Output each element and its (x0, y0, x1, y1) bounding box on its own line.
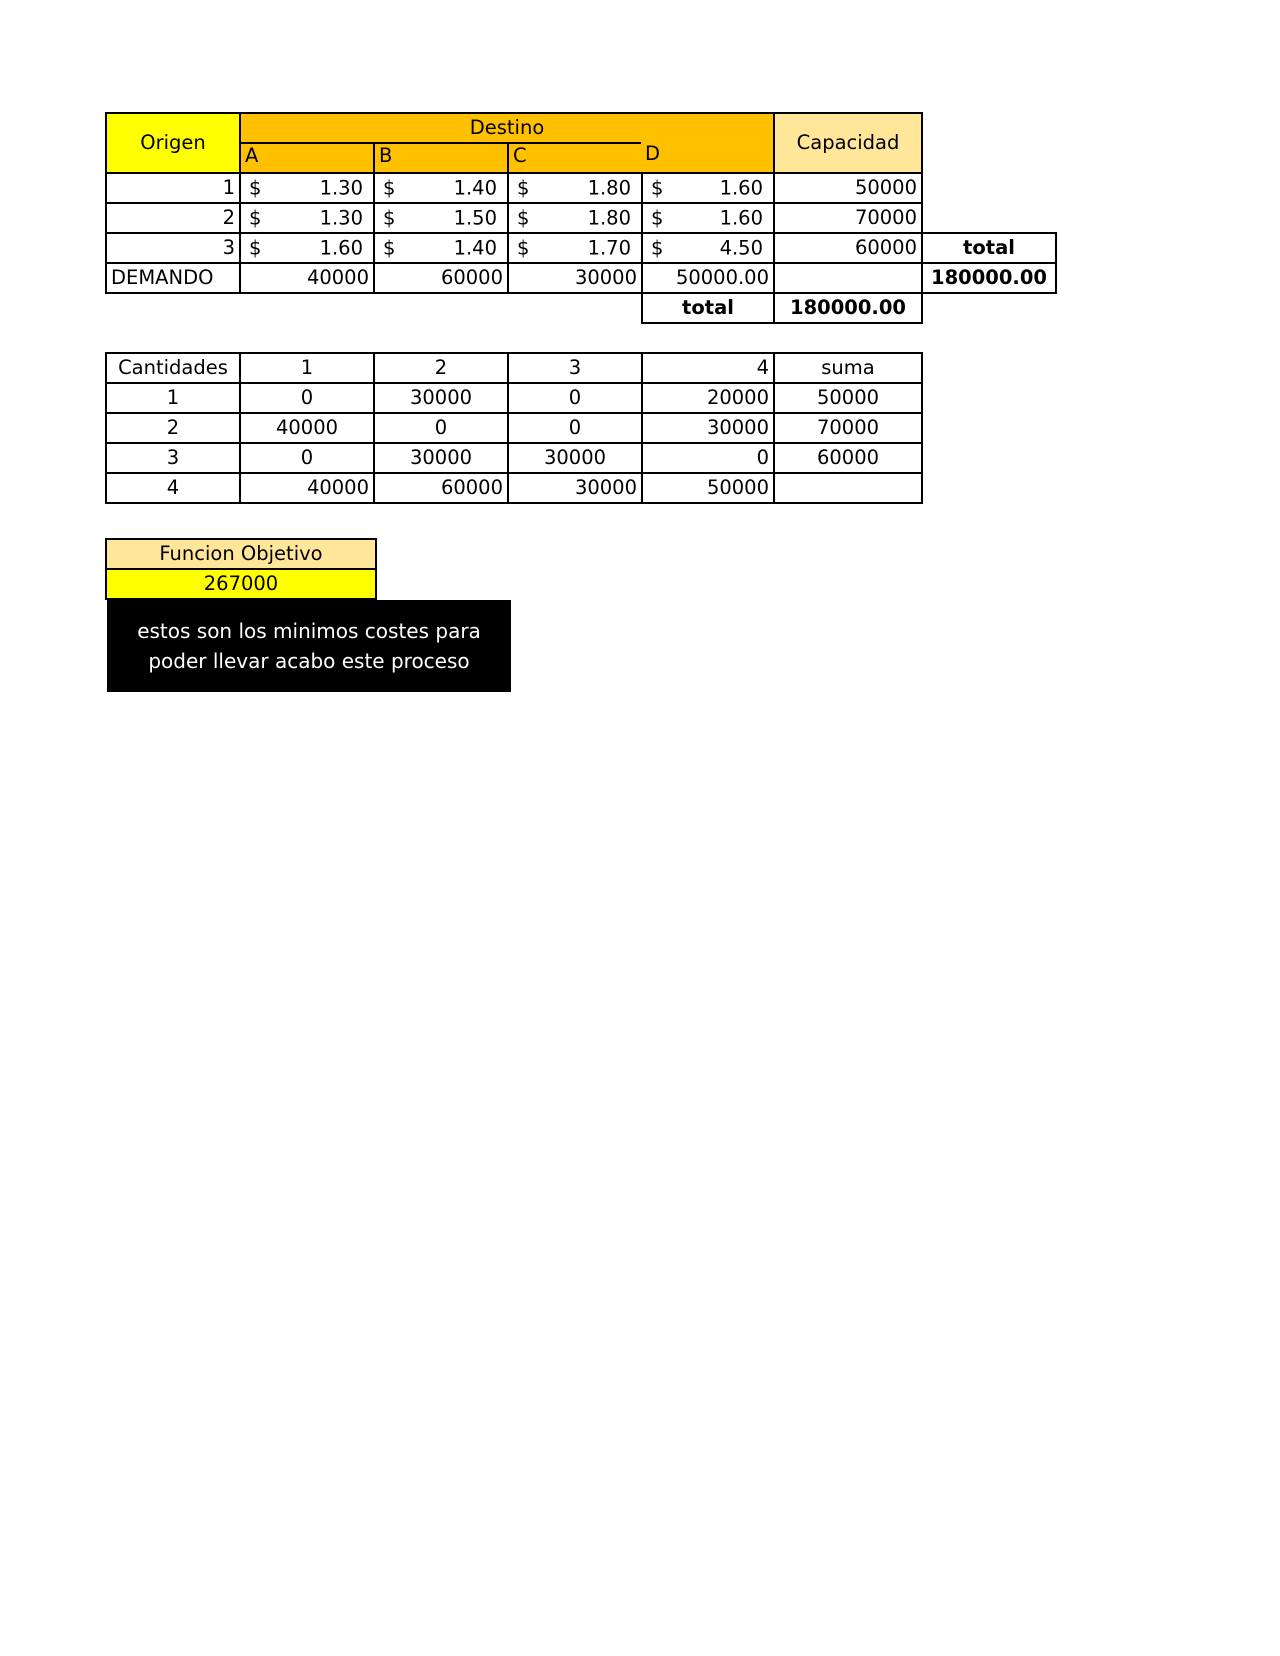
destination-header-label: Destino (469, 116, 545, 140)
quantities-header: Cantidades (105, 352, 241, 384)
cost-value: 4.50 (719, 236, 763, 260)
quantity-3-1: 0 (239, 442, 375, 474)
currency-symbol: $ (517, 176, 530, 200)
total-demand-value: 180000.00 (773, 292, 923, 324)
dest-a-header (239, 142, 375, 174)
cost-value: 1.80 (587, 176, 631, 200)
cost-2-b (373, 202, 509, 234)
quantity-4-3: 30000 (507, 472, 643, 504)
dest-b-label: B (379, 144, 393, 167)
origin-row-3: 3 (105, 232, 241, 264)
quantity-4-2: 60000 (373, 472, 509, 504)
dest-c-header (507, 142, 643, 174)
origin-header-label: Origen (140, 131, 206, 155)
quantities-sum-header: suma (773, 352, 923, 384)
currency-symbol: $ (383, 206, 396, 230)
cost-3-d (641, 232, 775, 264)
cost-3-b (373, 232, 509, 264)
cost-1-d (641, 172, 775, 204)
origin-header (105, 112, 241, 174)
quantity-1-3: 0 (507, 382, 643, 414)
demand-b: 60000 (373, 262, 509, 294)
cost-value: 1.60 (319, 236, 363, 260)
demand-d: 50000.00 (641, 262, 775, 294)
quantity-3-4: 0 (641, 442, 775, 474)
note-box: estos son los minimos costes para poder llevar acabo este proceso (107, 600, 511, 692)
quantity-2-3: 0 (507, 412, 643, 444)
cost-value: 1.30 (319, 176, 363, 200)
cost-1-c (507, 172, 643, 204)
quantity-1-4: 20000 (641, 382, 775, 414)
quantity-sum-1: 50000 (773, 382, 923, 414)
capacity-2: 70000 (773, 202, 923, 234)
cost-value: 1.40 (453, 236, 497, 260)
quantity-sum-2: 70000 (773, 412, 923, 444)
cost-value: 1.60 (719, 206, 763, 230)
currency-symbol: $ (651, 236, 664, 260)
currency-symbol: $ (651, 206, 664, 230)
currency-symbol: $ (249, 206, 262, 230)
demand-capacity-empty (773, 262, 923, 294)
quantity-2-4: 30000 (641, 412, 775, 444)
origin-row-2: 2 (105, 202, 241, 234)
capacity-1: 50000 (773, 172, 923, 204)
quantity-1-1: 0 (239, 382, 375, 414)
currency-symbol: $ (383, 236, 396, 260)
right-total-label: total (921, 232, 1057, 264)
objective-value: 267000 (105, 568, 377, 600)
objective-label: Funcion Objetivo (105, 538, 377, 570)
dest-d-header (641, 142, 773, 172)
cost-value: 1.60 (719, 176, 763, 200)
dest-c-label: C (513, 144, 527, 167)
cost-2-d (641, 202, 775, 234)
currency-symbol: $ (517, 206, 530, 230)
total-label: total (641, 292, 775, 324)
quantities-row-3-label: 3 (105, 442, 241, 474)
capacity-header (773, 112, 923, 174)
currency-symbol: $ (651, 176, 664, 200)
quantity-sum-3: 60000 (773, 442, 923, 474)
cost-2-c (507, 202, 643, 234)
capacity-header-label: Capacidad (796, 131, 900, 155)
currency-symbol: $ (249, 176, 262, 200)
currency-symbol: $ (383, 176, 396, 200)
quantities-col-4: 4 (641, 352, 775, 384)
quantity-3-2: 30000 (373, 442, 509, 474)
cost-value: 1.40 (453, 176, 497, 200)
capacity-3: 60000 (773, 232, 923, 264)
demand-label: DEMANDO (105, 262, 241, 294)
quantity-4-1: 40000 (239, 472, 375, 504)
quantity-3-3: 30000 (507, 442, 643, 474)
currency-symbol: $ (249, 236, 262, 260)
quantities-col-3: 3 (507, 352, 643, 384)
cost-1-b (373, 172, 509, 204)
cost-value: 1.70 (587, 236, 631, 260)
quantities-row-4-label: 4 (105, 472, 241, 504)
quantity-sum-4 (773, 472, 923, 504)
cost-value: 1.80 (587, 206, 631, 230)
quantities-col-1: 1 (239, 352, 375, 384)
dest-b-header (373, 142, 509, 174)
quantity-1-2: 30000 (373, 382, 509, 414)
quantities-col-2: 2 (373, 352, 509, 384)
cost-3-c (507, 232, 643, 264)
quantity-4-4: 50000 (641, 472, 775, 504)
demand-c: 30000 (507, 262, 643, 294)
cost-3-a (239, 232, 375, 264)
quantity-2-2: 0 (373, 412, 509, 444)
cost-1-a (239, 172, 375, 204)
quantities-row-1-label: 1 (105, 382, 241, 414)
cost-value: 1.50 (453, 206, 497, 230)
currency-symbol: $ (517, 236, 530, 260)
cost-value: 1.30 (319, 206, 363, 230)
dest-a-label: A (245, 144, 259, 167)
origin-row-1: 1 (105, 172, 241, 204)
quantities-row-2-label: 2 (105, 412, 241, 444)
cost-2-a (239, 202, 375, 234)
demand-a: 40000 (239, 262, 375, 294)
quantity-2-1: 40000 (239, 412, 375, 444)
right-total-value: 180000.00 (921, 262, 1057, 294)
dest-d-label: D (645, 142, 661, 165)
